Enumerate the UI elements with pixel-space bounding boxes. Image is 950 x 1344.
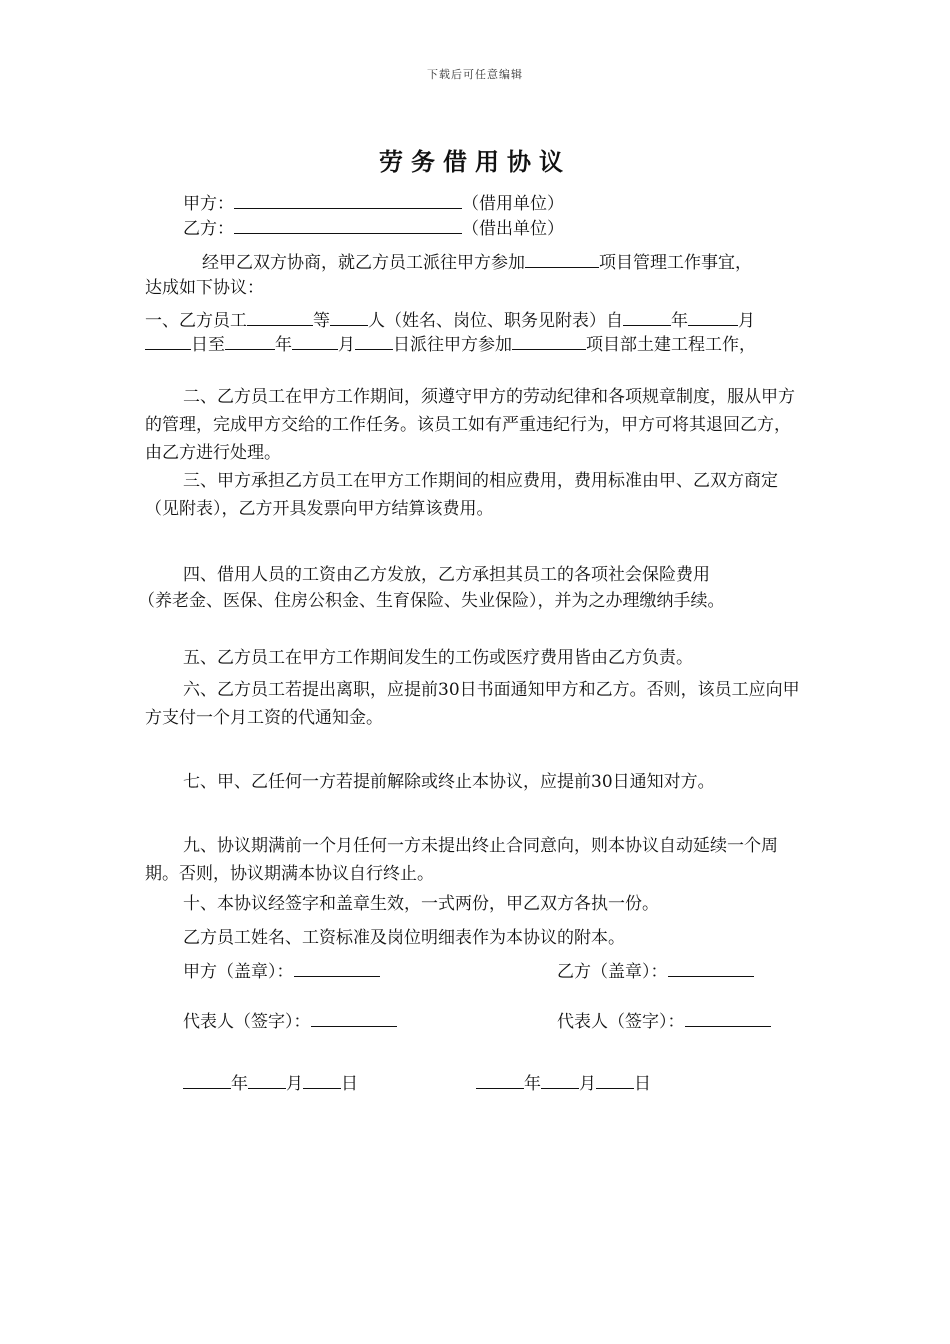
- clause-4-line-1: 四、借用人员的工资由乙方发放，乙方承担其员工的各项社会保险费用: [183, 565, 710, 585]
- clause-9: 九、协议期满前一个月任何一方未提出终止合同意向，则本协议自动延续一个周期。否则，协议期满本协议自行终止。: [145, 836, 778, 884]
- intro-text-b: 项目管理工作事宜，: [599, 253, 752, 273]
- intro-line-2: 达成如下协议：: [145, 278, 264, 298]
- party-b-label: 乙方：: [183, 219, 234, 239]
- party-a-rep-line: [183, 1008, 397, 1034]
- party-b-line: [183, 215, 564, 241]
- party-b-year-blank[interactable]: [476, 1070, 524, 1089]
- clause-1-year-blank[interactable]: [623, 307, 671, 326]
- clause-1-project-blank[interactable]: [512, 331, 586, 350]
- party-a-rep-blank[interactable]: [311, 1008, 397, 1027]
- clause-1-name-blank[interactable]: [247, 307, 313, 326]
- party-a-day-blank[interactable]: [303, 1070, 341, 1089]
- clause-10: 十、本协议经签字和盖章生效，一式两份，甲乙双方各执一份。: [183, 894, 659, 914]
- party-a-year-blank[interactable]: [183, 1070, 231, 1089]
- clause-1-end-day-blank[interactable]: [355, 331, 393, 350]
- party-a-day-label: 日: [341, 1074, 358, 1094]
- clause-1-text-c: 人（姓名、岗位、职务见附表）自: [368, 311, 623, 331]
- party-b-blank[interactable]: [234, 215, 462, 234]
- clause-1-day-blank[interactable]: [145, 331, 191, 350]
- intro-text-a: 经甲乙双方协商，就乙方员工派往甲方参加: [202, 253, 525, 273]
- clause-1-line-1: [145, 307, 755, 333]
- clause-1-text-i: 日派往甲方参加: [393, 335, 512, 355]
- intro-line-1: [202, 249, 752, 275]
- party-b-rep-line: [557, 1008, 771, 1034]
- party-a-note: （借用单位）: [462, 194, 564, 214]
- party-a-line: [183, 190, 564, 216]
- party-a-label: 甲方：: [183, 194, 234, 214]
- clause-1-text-a: 一、乙方员工: [145, 311, 247, 331]
- party-a-seal-line: [183, 958, 380, 984]
- clause-2: 二、乙方员工在甲方工作期间，须遵守甲方的劳动纪律和各项规章制度，服从甲方的管理，完成甲方交给的工作任务。该员工如有严重违纪行为，甲方可将其退回乙方，由乙方进行处理。: [145, 387, 795, 463]
- party-b-note: （借出单位）: [462, 219, 564, 239]
- party-a-seal-label: 甲方（盖章）：: [183, 962, 294, 982]
- party-a-month-blank[interactable]: [248, 1070, 286, 1089]
- clause-5: 五、乙方员工在甲方工作期间发生的工伤或医疗费用皆由乙方负责。: [183, 648, 693, 668]
- party-a-blank[interactable]: [234, 190, 462, 209]
- party-b-seal-blank[interactable]: [668, 958, 754, 977]
- party-a-month-label: 月: [286, 1074, 303, 1094]
- clause-1-text-g: 年: [275, 335, 292, 355]
- party-b-year-label: 年: [524, 1074, 541, 1094]
- clause-1-month-blank[interactable]: [688, 307, 738, 326]
- party-b-rep-blank[interactable]: [685, 1008, 771, 1027]
- clause-1-end-month-blank[interactable]: [292, 331, 338, 350]
- clause-1-end-year-blank[interactable]: [225, 331, 275, 350]
- annex-note: 乙方员工姓名、工资标准及岗位明细表作为本协议的附本。: [183, 928, 625, 948]
- clause-3: 三、甲方承担乙方员工在甲方工作期间的相应费用，费用标准由甲、乙双方商定（见附表），乙方开具发票向甲方结算该费用。: [145, 471, 778, 519]
- clause-4-line-2: （养老金、医保、住房公积金、生育保险、失业保险），并为之办理缴纳手续。: [138, 591, 725, 611]
- clause-6: 六、乙方员工若提出离职，应提前30日书面通知甲方和乙方。否则，该员工应向甲方支付一个月工资的代通知金。: [145, 680, 800, 728]
- party-b-seal-line: [557, 958, 754, 984]
- clause-1-text-d: 年: [671, 311, 688, 331]
- clause-1-line-2: [145, 331, 756, 357]
- party-b-month-blank[interactable]: [541, 1070, 579, 1089]
- clause-7: 七、甲、乙任何一方若提前解除或终止本协议，应提前30日通知对方。: [183, 772, 715, 792]
- intro-project-blank[interactable]: [525, 249, 599, 268]
- party-a-year-label: 年: [231, 1074, 248, 1094]
- party-b-seal-label: 乙方（盖章）：: [557, 962, 668, 982]
- clause-1-text-b: 等: [313, 311, 330, 331]
- page-header: 下载后可任意编辑: [427, 68, 523, 81]
- clause-1-text-h: 月: [338, 335, 355, 355]
- clause-1-text-j: 项目部土建工程工作，: [586, 335, 756, 355]
- party-a-seal-blank[interactable]: [294, 958, 380, 977]
- clause-1-text-e: 月: [738, 311, 755, 331]
- party-b-date-line: [476, 1070, 651, 1096]
- party-b-month-label: 月: [579, 1074, 596, 1094]
- document-title: 劳务借用协议: [379, 147, 571, 176]
- clause-1-count-blank[interactable]: [330, 307, 368, 326]
- party-a-rep-label: 代表人（签字）：: [183, 1012, 311, 1032]
- party-b-rep-label: 代表人（签字）：: [557, 1012, 685, 1032]
- party-b-day-label: 日: [634, 1074, 651, 1094]
- party-b-day-blank[interactable]: [596, 1070, 634, 1089]
- clause-1-text-f: 日至: [191, 335, 225, 355]
- party-a-date-line: [183, 1070, 358, 1096]
